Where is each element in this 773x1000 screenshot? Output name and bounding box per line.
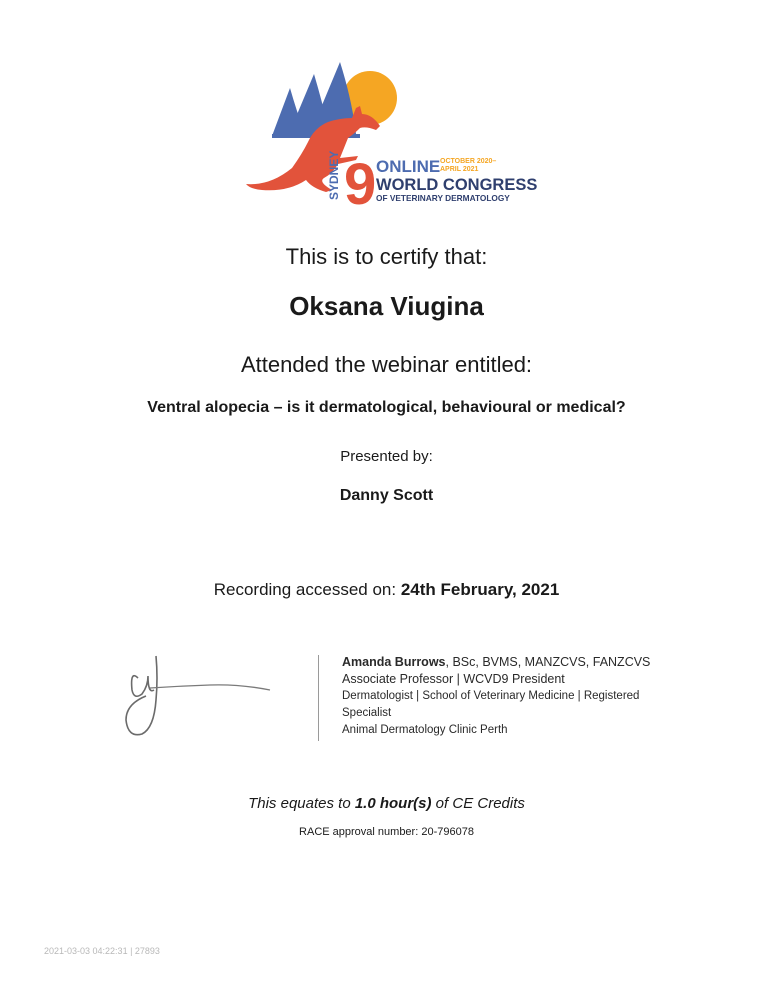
congress-logo <box>240 58 540 208</box>
logo-city: SYDNEY <box>327 150 341 200</box>
logo-number: 9 <box>344 152 377 208</box>
signer-credentials: , BSc, BVMS, MANZCVS, FANZCVS <box>445 655 651 669</box>
recipient-name: Oksana Viugina <box>289 291 484 321</box>
logo-dates-2: APRIL 2021 <box>440 166 479 173</box>
kangaroo-opera-house-icon <box>240 58 540 208</box>
ce-hours: 1.0 hour(s) <box>354 795 432 812</box>
logo-dates-1: OCTOBER 2020– <box>440 158 497 165</box>
certify-line: This is to certify that: <box>285 244 488 269</box>
logo-congress: WORLD CONGRESS <box>376 176 538 194</box>
logo-online: ONLINE <box>376 157 441 176</box>
ce-prefix: This equates to <box>248 795 355 812</box>
signature-divider <box>318 655 319 741</box>
presenter-name: Danny Scott <box>339 487 434 504</box>
presented-by-label: Presented by: <box>340 448 433 465</box>
ce-credits-line <box>0 795 773 812</box>
recording-label: Recording accessed on: <box>213 580 397 599</box>
recording-date: 24th February, 2021 <box>400 580 560 599</box>
race-number: 20-796078 <box>421 826 474 838</box>
logo-subtitle: OF VETERINARY DERMATOLOGY <box>376 193 510 203</box>
signature-image <box>120 648 290 743</box>
signer-role-2: Specialist <box>342 707 392 719</box>
footer-stamp: 2021-03-03 04:22:31 | 27893 <box>44 946 160 956</box>
webinar-title: Ventral alopecia – is it dermatological, behavioural or medical? <box>147 399 626 416</box>
attended-line: Attended the webinar entitled: <box>240 352 533 377</box>
signer-clinic: Animal Dermatology Clinic Perth <box>342 724 508 736</box>
signer-block <box>342 654 662 739</box>
signer-title: Associate Professor | WCVD9 President <box>342 672 565 686</box>
handwritten-signature-icon <box>120 648 290 743</box>
signer-role-1: Dermatologist | School of Veterinary Medicine | Registered <box>342 690 640 702</box>
race-label: RACE approval number: <box>299 826 422 838</box>
recording-line <box>0 580 773 600</box>
signer-name: Amanda Burrows <box>342 655 446 669</box>
race-approval-line <box>0 826 773 838</box>
signer-name-line <box>342 654 662 671</box>
ce-suffix: of CE Credits <box>431 795 525 812</box>
